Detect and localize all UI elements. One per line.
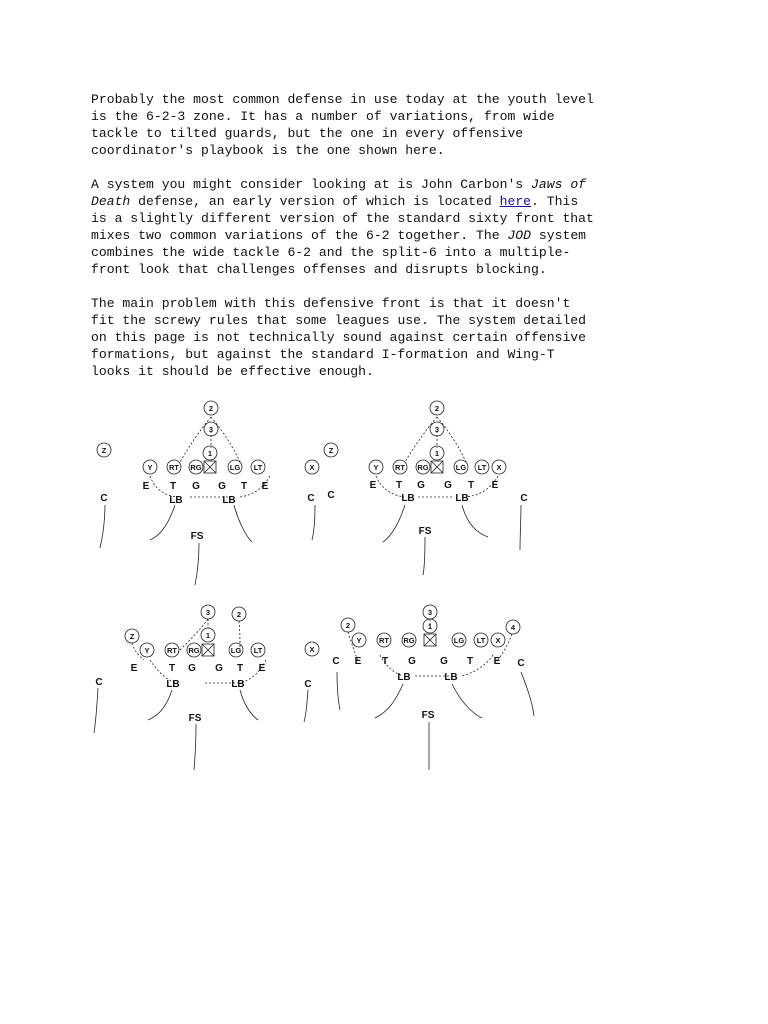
lineman-lg: LG	[453, 636, 465, 645]
def-t: T	[466, 656, 474, 667]
intro-paragraph: Probably the most common defense in use today at the youth level is the 6-2-3 zone. It has a number of variations, from wide tackle to tilted guards, but the one in every offensive coordinator's playbook is the one shown here.	[91, 92, 594, 158]
lineman-rt: RT	[379, 636, 389, 645]
receiver-y: Y	[356, 636, 362, 645]
coverage-paths-1	[100, 505, 252, 585]
back-3: 3	[208, 425, 214, 434]
def-lb: LB	[444, 672, 458, 683]
lineman-rt: RT	[167, 646, 177, 655]
def-c: C	[304, 679, 312, 690]
def-lb: LB	[166, 679, 180, 690]
def-t: T	[240, 481, 248, 492]
jod-text-d: system combines the wide tackle 6-2 and the split-6 into a multiple- front look that challenges offenses and disrupts blocking.	[91, 228, 587, 277]
back-2: 2	[434, 404, 440, 413]
def-lb: LB	[401, 493, 415, 504]
def-t: T	[236, 663, 244, 674]
def-fs: FS	[188, 713, 202, 724]
def-fs: FS	[190, 531, 204, 542]
lineman-rg: RG	[188, 646, 200, 655]
lineman-rg: RG	[417, 463, 429, 472]
def-t: T	[168, 663, 176, 674]
jod-abbrev: JOD	[507, 228, 532, 243]
lineman-rg: RG	[403, 636, 415, 645]
receiver-y: Y	[147, 463, 153, 472]
receiver-x: X	[309, 645, 315, 654]
def-g: G	[408, 656, 416, 667]
lineman-lt: LT	[477, 463, 487, 472]
back-2: 2	[236, 610, 242, 619]
lineman-lg: LG	[229, 463, 241, 472]
def-g: G	[417, 480, 425, 491]
def-c: C	[327, 490, 335, 501]
def-e: E	[354, 656, 362, 667]
receiver-z: Z	[129, 632, 135, 641]
def-fs: FS	[421, 710, 435, 721]
lineman-rg: RG	[190, 463, 202, 472]
def-g: G	[440, 656, 448, 667]
back-1: 1	[434, 449, 440, 458]
back-1: 1	[207, 449, 213, 458]
def-e: E	[261, 481, 269, 492]
offense-circles-2	[305, 401, 506, 474]
back-2: 2	[345, 621, 351, 630]
def-g: G	[215, 663, 223, 674]
def-t: T	[169, 481, 177, 492]
jod-text-c: . This is a slightly different version of the standard sixty front that mixes two common variations of the 6-2 together. The	[91, 194, 594, 243]
lineman-lt: LT	[253, 646, 263, 655]
lineman-rt: RT	[169, 463, 179, 472]
coverage-paths-2	[312, 505, 521, 575]
back-1: 1	[205, 631, 211, 640]
def-t: T	[381, 656, 389, 667]
receiver-x: X	[495, 636, 501, 645]
def-e: E	[493, 656, 501, 667]
lineman-lt: LT	[476, 636, 486, 645]
coverage-paths-3	[94, 688, 258, 770]
receiver-x: X	[496, 463, 502, 472]
back-3: 3	[434, 425, 440, 434]
def-c: C	[332, 656, 340, 667]
problem-paragraph: The main problem with this defensive front is that it doesn't fit the screwy rules that some leagues use. The system detailed on this page is not technically sound against certain offensive formations, but against the standard I-formation and Wing-T looks it should be effective enough.	[91, 296, 587, 379]
def-g: G	[188, 663, 196, 674]
def-g: G	[444, 480, 452, 491]
def-e: E	[130, 663, 138, 674]
lineman-lt: LT	[253, 463, 263, 472]
back-4: 4	[510, 623, 516, 632]
receiver-x: X	[309, 463, 315, 472]
def-e: E	[491, 480, 499, 491]
jod-text-b: defense, an early version of which is located	[130, 194, 500, 209]
jod-name: Jaws of Death	[91, 177, 587, 209]
def-t: T	[467, 480, 475, 491]
jod-text-a: A system you might consider looking at is John Carbon's	[91, 177, 532, 192]
def-c: C	[95, 677, 103, 688]
receiver-z: Z	[101, 446, 107, 455]
back-2: 2	[208, 404, 214, 413]
def-t: T	[395, 480, 403, 491]
coverage-paths-4	[304, 672, 534, 770]
def-c: C	[307, 493, 315, 504]
def-lb: LB	[169, 495, 183, 506]
back-1: 1	[427, 622, 433, 631]
def-e: E	[142, 481, 150, 492]
back-3: 3	[427, 608, 433, 617]
def-c: C	[520, 493, 528, 504]
receiver-z: Z	[328, 446, 334, 455]
def-lb: LB	[222, 495, 236, 506]
lineman-lg: LG	[230, 646, 242, 655]
def-lb: LB	[231, 679, 245, 690]
offense-circles-4	[305, 605, 520, 656]
receiver-y: Y	[144, 646, 150, 655]
def-e: E	[369, 480, 377, 491]
lineman-lg: LG	[455, 463, 467, 472]
def-e: E	[258, 663, 266, 674]
def-lb: LB	[397, 672, 411, 683]
def-fs: FS	[418, 526, 432, 537]
def-lb: LB	[455, 493, 469, 504]
back-3: 3	[205, 608, 211, 617]
def-c: C	[517, 658, 525, 669]
here-link[interactable]: here	[499, 194, 532, 209]
lineman-rt: RT	[395, 463, 405, 472]
def-g: G	[218, 481, 226, 492]
def-c: C	[100, 493, 108, 504]
receiver-y: Y	[373, 463, 379, 472]
def-g: G	[192, 481, 200, 492]
